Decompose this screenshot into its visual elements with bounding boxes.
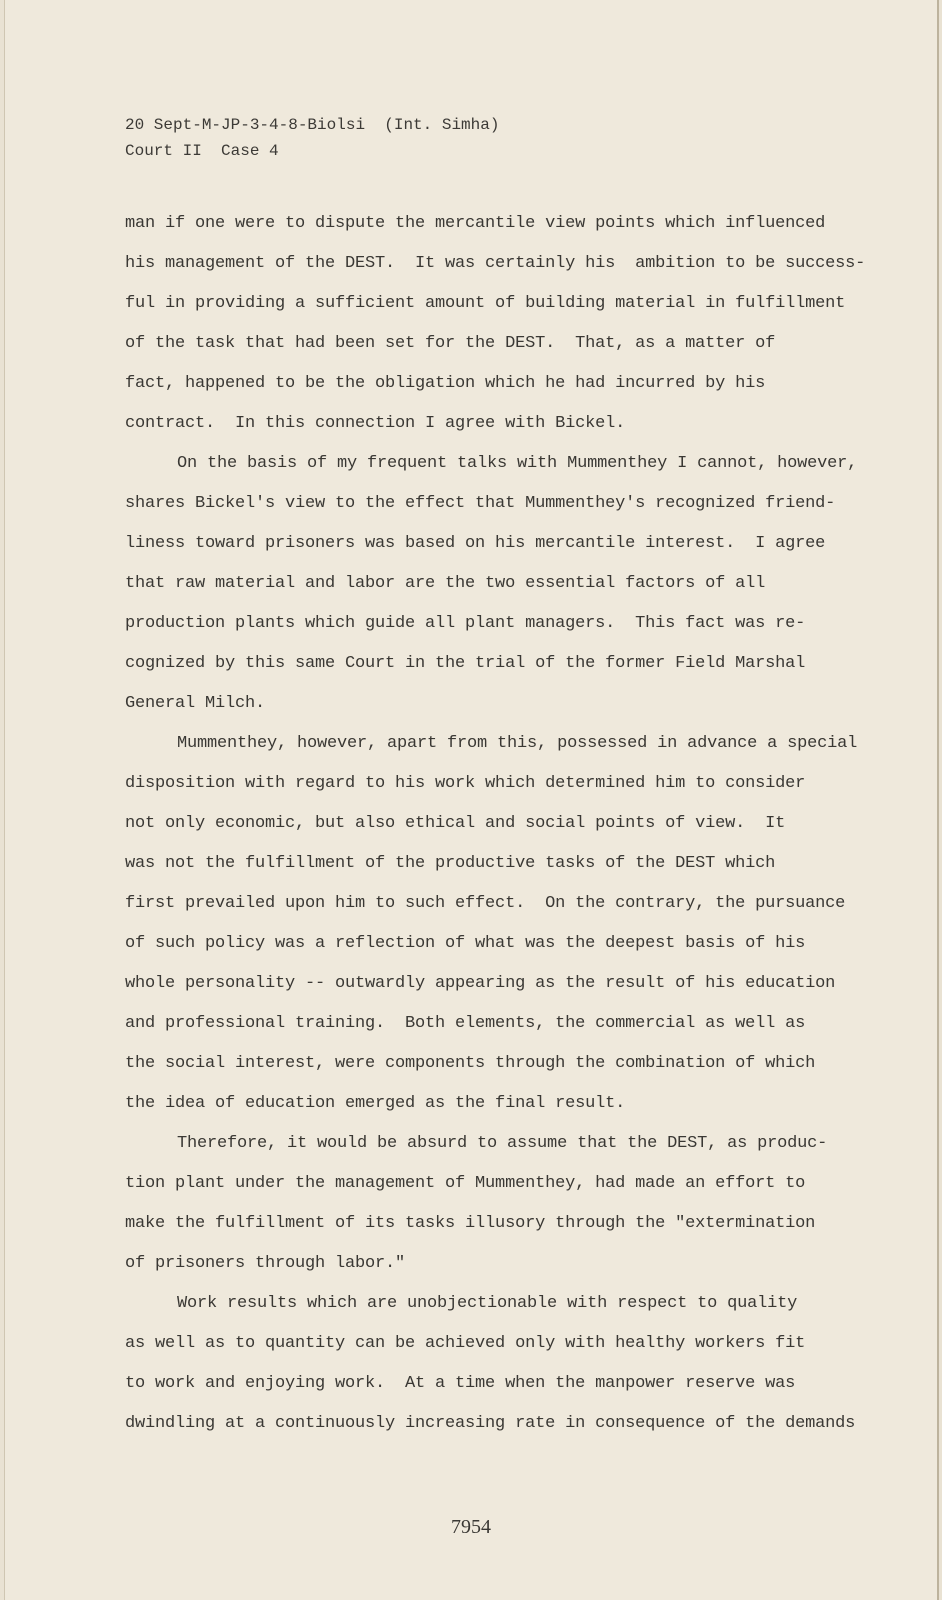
header-court-case: Court II Case 4 (125, 142, 279, 160)
text-line: as well as to quantity can be achieved only with healthy workers fit (125, 1334, 806, 1353)
text-line: Mummenthey, however, apart from this, possessed in advance a special (177, 734, 858, 753)
text-line: and professional training. Both elements, the commercial as well as (125, 1014, 806, 1033)
text-line: Therefore, it would be absurd to assume that the DEST, as produc- (177, 1134, 828, 1153)
text-line: make the fulfillment of its tasks illusory through the "extermination (125, 1214, 816, 1233)
header-reference: 20 Sept-M-JP-3-4-8-Biolsi (Int. Simha) (125, 116, 500, 134)
document-header (125, 112, 499, 164)
text-line: disposition with regard to his work which determined him to consider (125, 774, 806, 793)
text-line: of prisoners through labor." (125, 1254, 406, 1273)
text-line: the idea of education emerged as the final result. (125, 1094, 626, 1113)
text-line: whole personality -- outwardly appearing as the result of his education (125, 974, 836, 993)
text-line: was not the fulfillment of the productive tasks of the DEST which (125, 854, 776, 873)
text-line: On the basis of my frequent talks with Mummenthey I cannot, however, (177, 454, 858, 473)
text-line: dwindling at a continuously increasing rate in consequence of the demands (125, 1414, 856, 1433)
text-line: the social interest, were components through the combination of which (125, 1054, 816, 1073)
text-line: liness toward prisoners was based on his mercantile interest. I agree (125, 534, 826, 553)
text-line: of the task that had been set for the DEST. That, as a matter of (125, 334, 776, 353)
page-number: 7954 (451, 1516, 491, 1538)
text-line: General Milch. (125, 694, 266, 713)
text-line: shares Bickel's view to the effect that Mummenthey's recognized friend- (125, 494, 836, 513)
text-line: tion plant under the management of Mummenthey, had made an effort to (125, 1174, 806, 1193)
text-line: production plants which guide all plant managers. This fact was re- (125, 614, 806, 633)
text-line: ful in providing a sufficient amount of building material in fulfillment (125, 294, 846, 313)
text-line: contract. In this connection I agree with Bickel. (125, 414, 626, 433)
text-line: not only economic, but also ethical and social points of view. It (125, 814, 786, 833)
text-line: of such policy was a reflection of what was the deepest basis of his (125, 934, 806, 953)
text-line: that raw material and labor are the two essential factors of all (125, 574, 766, 593)
text-line: Work results which are unobjectionable with respect to quality (177, 1294, 798, 1313)
text-line: cognized by this same Court in the trial of the former Field Marshal (125, 654, 806, 673)
text-line: his management of the DEST. It was certainly his ambition to be success- (125, 254, 866, 273)
document-page (4, 0, 939, 1600)
text-line: first prevailed upon him to such effect. On the contrary, the pursuance (125, 894, 846, 913)
document-body (125, 204, 865, 1444)
text-line: to work and enjoying work. At a time when the manpower reserve was (125, 1374, 796, 1393)
text-line: man if one were to dispute the mercantile view points which influenced (125, 214, 826, 233)
text-line: fact, happened to be the obligation which he had incurred by his (125, 374, 766, 393)
